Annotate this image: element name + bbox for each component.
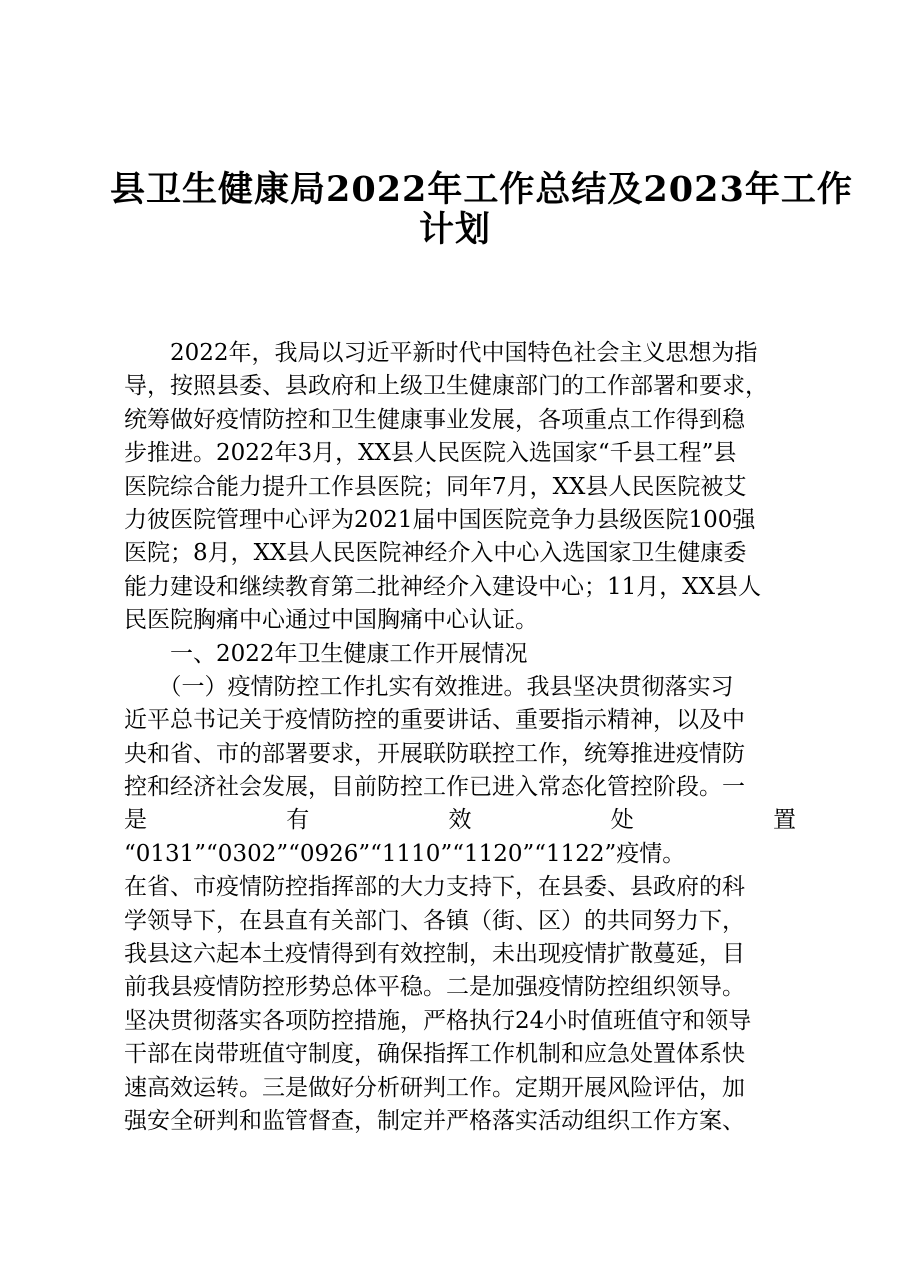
body-line: 坚决贯彻落实各项防控措施，严格执行24小时值班值守和领导 [124, 1007, 752, 1034]
spread-char: 置 [773, 807, 796, 834]
spread-char: 效 [448, 807, 472, 834]
body-line: 我县这六起本土疫情得到有效控制，未出现疫情扩散蔓延，目 [124, 941, 745, 968]
body-line: 能力建设和继续教育第二批神经介入建设中心；11月，XX县人 [124, 573, 762, 600]
body-line: 步推进。2022年3月，XX县人民医院入选国家“千县工程”县 [124, 440, 737, 467]
document-title-line-2: 计划 [418, 209, 491, 250]
body-line: 统筹做好疫情防控和卫生健康事业发展，各项重点工作得到稳 [124, 406, 745, 433]
body-line: （一）疫情防控工作扎实有效推进。我县坚决贯彻落实习 [124, 673, 734, 700]
spread-char: 有 [286, 807, 310, 834]
body-line: 干部在岗带班值守制度，确保指挥工作机制和应急处置体系快 [124, 1041, 745, 1068]
body-line: 医院综合能力提升工作县医院；同年7月，XX县人民医院被艾 [124, 473, 747, 500]
body-line: 近平总书记关于疫情防控的重要讲话、重要指示精神，以及中 [124, 707, 745, 734]
body-line: 控和经济社会发展，目前防控工作已进入常态化管控阶段。一 [124, 774, 745, 801]
body-line: 学领导下，在县直有关部门、各镇（街、区）的共同努力下， [124, 907, 745, 934]
spread-char: 处 [610, 807, 634, 834]
body-line: 央和省、市的部署要求，开展联防联控工作，统筹推进疫情防 [124, 740, 745, 767]
document-title-line-1: 县卫生健康局2022年工作总结及2023年工作 [110, 169, 853, 210]
body-line: 前我县疫情防控形势总体平稳。二是加强疫情防控组织领导。 [124, 974, 745, 1001]
section-heading: 一、2022年卫生健康工作开展情况 [124, 640, 528, 667]
body-line: 医院；8月，XX县人民医院神经介入中心入选国家卫生健康委 [124, 540, 747, 567]
body-line: 强安全研判和监管督查，制定并严格落实活动组织工作方案、 [124, 1107, 745, 1134]
body-line: “0131”“0302”“0926”“1110”“1120”“1122”疫情。 [124, 840, 686, 867]
body-line: 2022年，我局以习近平新时代中国特色社会主义思想为指 [124, 340, 758, 366]
body-line: 速高效运转。三是做好分析研判工作。定期开展风险评估，加 [124, 1074, 745, 1101]
body-line: 民医院胸痛中心通过中国胸痛中心认证。 [124, 607, 538, 634]
body-line: 在省、市疫情防控指挥部的大力支持下，在县委、县政府的科 [124, 874, 745, 901]
body-line: 力彼医院管理中心评为2021届中国医院竞争力县级医院100强 [124, 506, 756, 533]
spread-line [124, 804, 796, 837]
document-body [124, 337, 796, 1138]
spread-char: 是 [124, 807, 147, 834]
body-line: 导，按照县委、县政府和上级卫生健康部门的工作部署和要求， [124, 373, 768, 400]
